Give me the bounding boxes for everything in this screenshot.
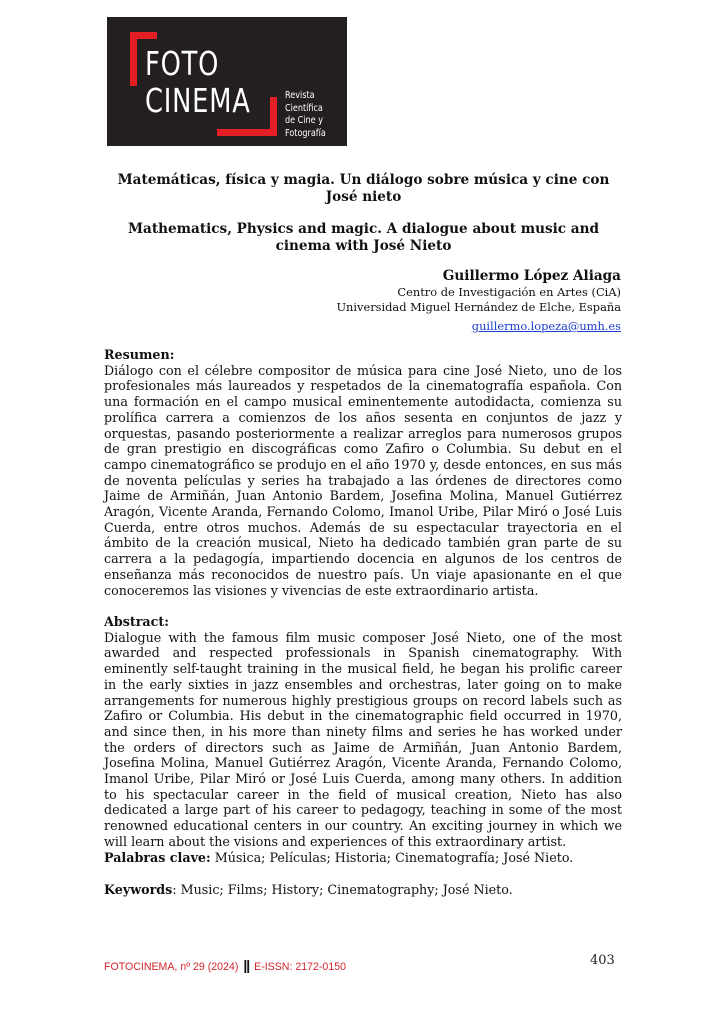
tagline-line: de Cine y xyxy=(285,115,323,126)
keywords-english-values: : Music; Films; History; Cinematography; José Nieto. xyxy=(172,882,513,897)
footer-issn: E-ISSN: 2172-0150 xyxy=(254,961,346,973)
author-affiliation-center: Centro de Investigación en Artes (CiA) xyxy=(397,285,621,299)
keywords-english xyxy=(104,882,624,898)
tagline-line: Científica xyxy=(285,102,323,114)
logo-bracket-bottom-right xyxy=(217,129,277,136)
keywords-spanish-values: Música; Películas; Historia; Cinematografía; José Nieto. xyxy=(210,850,574,865)
author-affiliation-university: Universidad Miguel Hernández de Elche, España xyxy=(336,300,621,314)
keywords-spanish xyxy=(104,850,624,866)
logo-bracket-top-left xyxy=(130,32,157,39)
author-name: Guillermo López Aliaga xyxy=(442,268,621,284)
abstract-heading: Abstract: xyxy=(104,614,169,629)
footer-journal: FOTOCINEMA, nº 29 (2024) xyxy=(104,961,239,973)
tagline-line: Fotografía xyxy=(285,127,326,139)
title-english: Mathematics, Physics and magic. A dialogue about music and cinema with José Nieto xyxy=(127,221,600,254)
keywords-spanish-label: Palabras clave: xyxy=(104,850,211,865)
abstract-text: Dialogue with the famous film music composer José Nieto, one of the most awarded and respected professionals in Spanish cinematography. With eminently self-taught training in the musical field, he began his prolific career in the early sixties in jazz ensembles and orchestras, later going on to make arrangements for numerous highly prestigious groups on record labels such as Zafiro or Columbia. His debut in the cinematographic field occurred in 1970, and since then, in his more than ninety films and series he has worked under the orders of directors such as Jaime de Armiñán, Juan Antonio Bardem, Josefina Molina, Manuel Gutiérrez Aragón, Vicente Aranda, Fernando Colomo, Imanol Uribe, Pilar Miró or José Luis Cuerda, among many others. In addition to his spectacular career in the field of musical creation, Nieto has also dedicated a large part of his career to pedagogy, teaching in some of the most renowned educational centers in our country. An exciting journey in which we will learn about the visions and experiences of this extraordinary artist. xyxy=(104,629,622,849)
journal-logo xyxy=(107,17,347,146)
page-footer xyxy=(104,957,346,973)
resumen-section xyxy=(104,347,622,598)
author-email-link[interactable]: guillermo.lopeza@umh.es xyxy=(471,319,621,333)
resumen-heading: Resumen: xyxy=(104,347,175,362)
page-number: 403 xyxy=(590,953,615,968)
title-spanish: Matemáticas, física y magia. Un diálogo sobre música y cine con José nieto xyxy=(117,172,610,205)
logo-word-cinema: CINEMA xyxy=(145,81,251,120)
abstract-section xyxy=(104,614,622,850)
footer-separator: || xyxy=(243,957,250,973)
resumen-text: Diálogo con el célebre compositor de música para cine José Nieto, uno de los profesionales más laureados y respetados de la cinematografía española. Con una formación en el campo musical eminentemente autodidacta, comienza su prolífica carrera a comienzos de los años sesenta en conjuntos de jazz y orquestas, pasando posteriormente a realizar arreglos para numerosos grupos de gran prestigio en discográficas como Zafiro o Columbia. Su debut en el campo cinematográfico se produjo en el año 1970 y, desde entonces, en sus más de noventa películas y series ha trabajado a las órdenes de directores como Jaime de Armiñán, Juan Antonio Bardem, Josefina Molina, Manuel Gutiérrez Aragón, Vicente Aranda, Fernando Colomo, Imanol Uribe, Pilar Miró o José Luis Cuerda, entre otros muchos. Además de su espectacular trayectoria en el ámbito de la creación musical, Nieto ha dedicado también gran parte de su carrera a la pedagogía, impartiendo docencia en algunos de los centros de enseñanza más reconocidos de nuestro país. Un viaje apasionante en el que conoceremos las visiones y vivencias de este extraordinario artista. xyxy=(104,362,622,598)
logo-tagline xyxy=(285,90,326,140)
author-block xyxy=(336,268,621,334)
logo-word-foto: FOTO xyxy=(145,44,220,83)
keywords-english-label: Keywords xyxy=(104,882,173,897)
logo-bracket-top-left xyxy=(130,32,137,86)
tagline-line: Revista xyxy=(285,90,315,101)
